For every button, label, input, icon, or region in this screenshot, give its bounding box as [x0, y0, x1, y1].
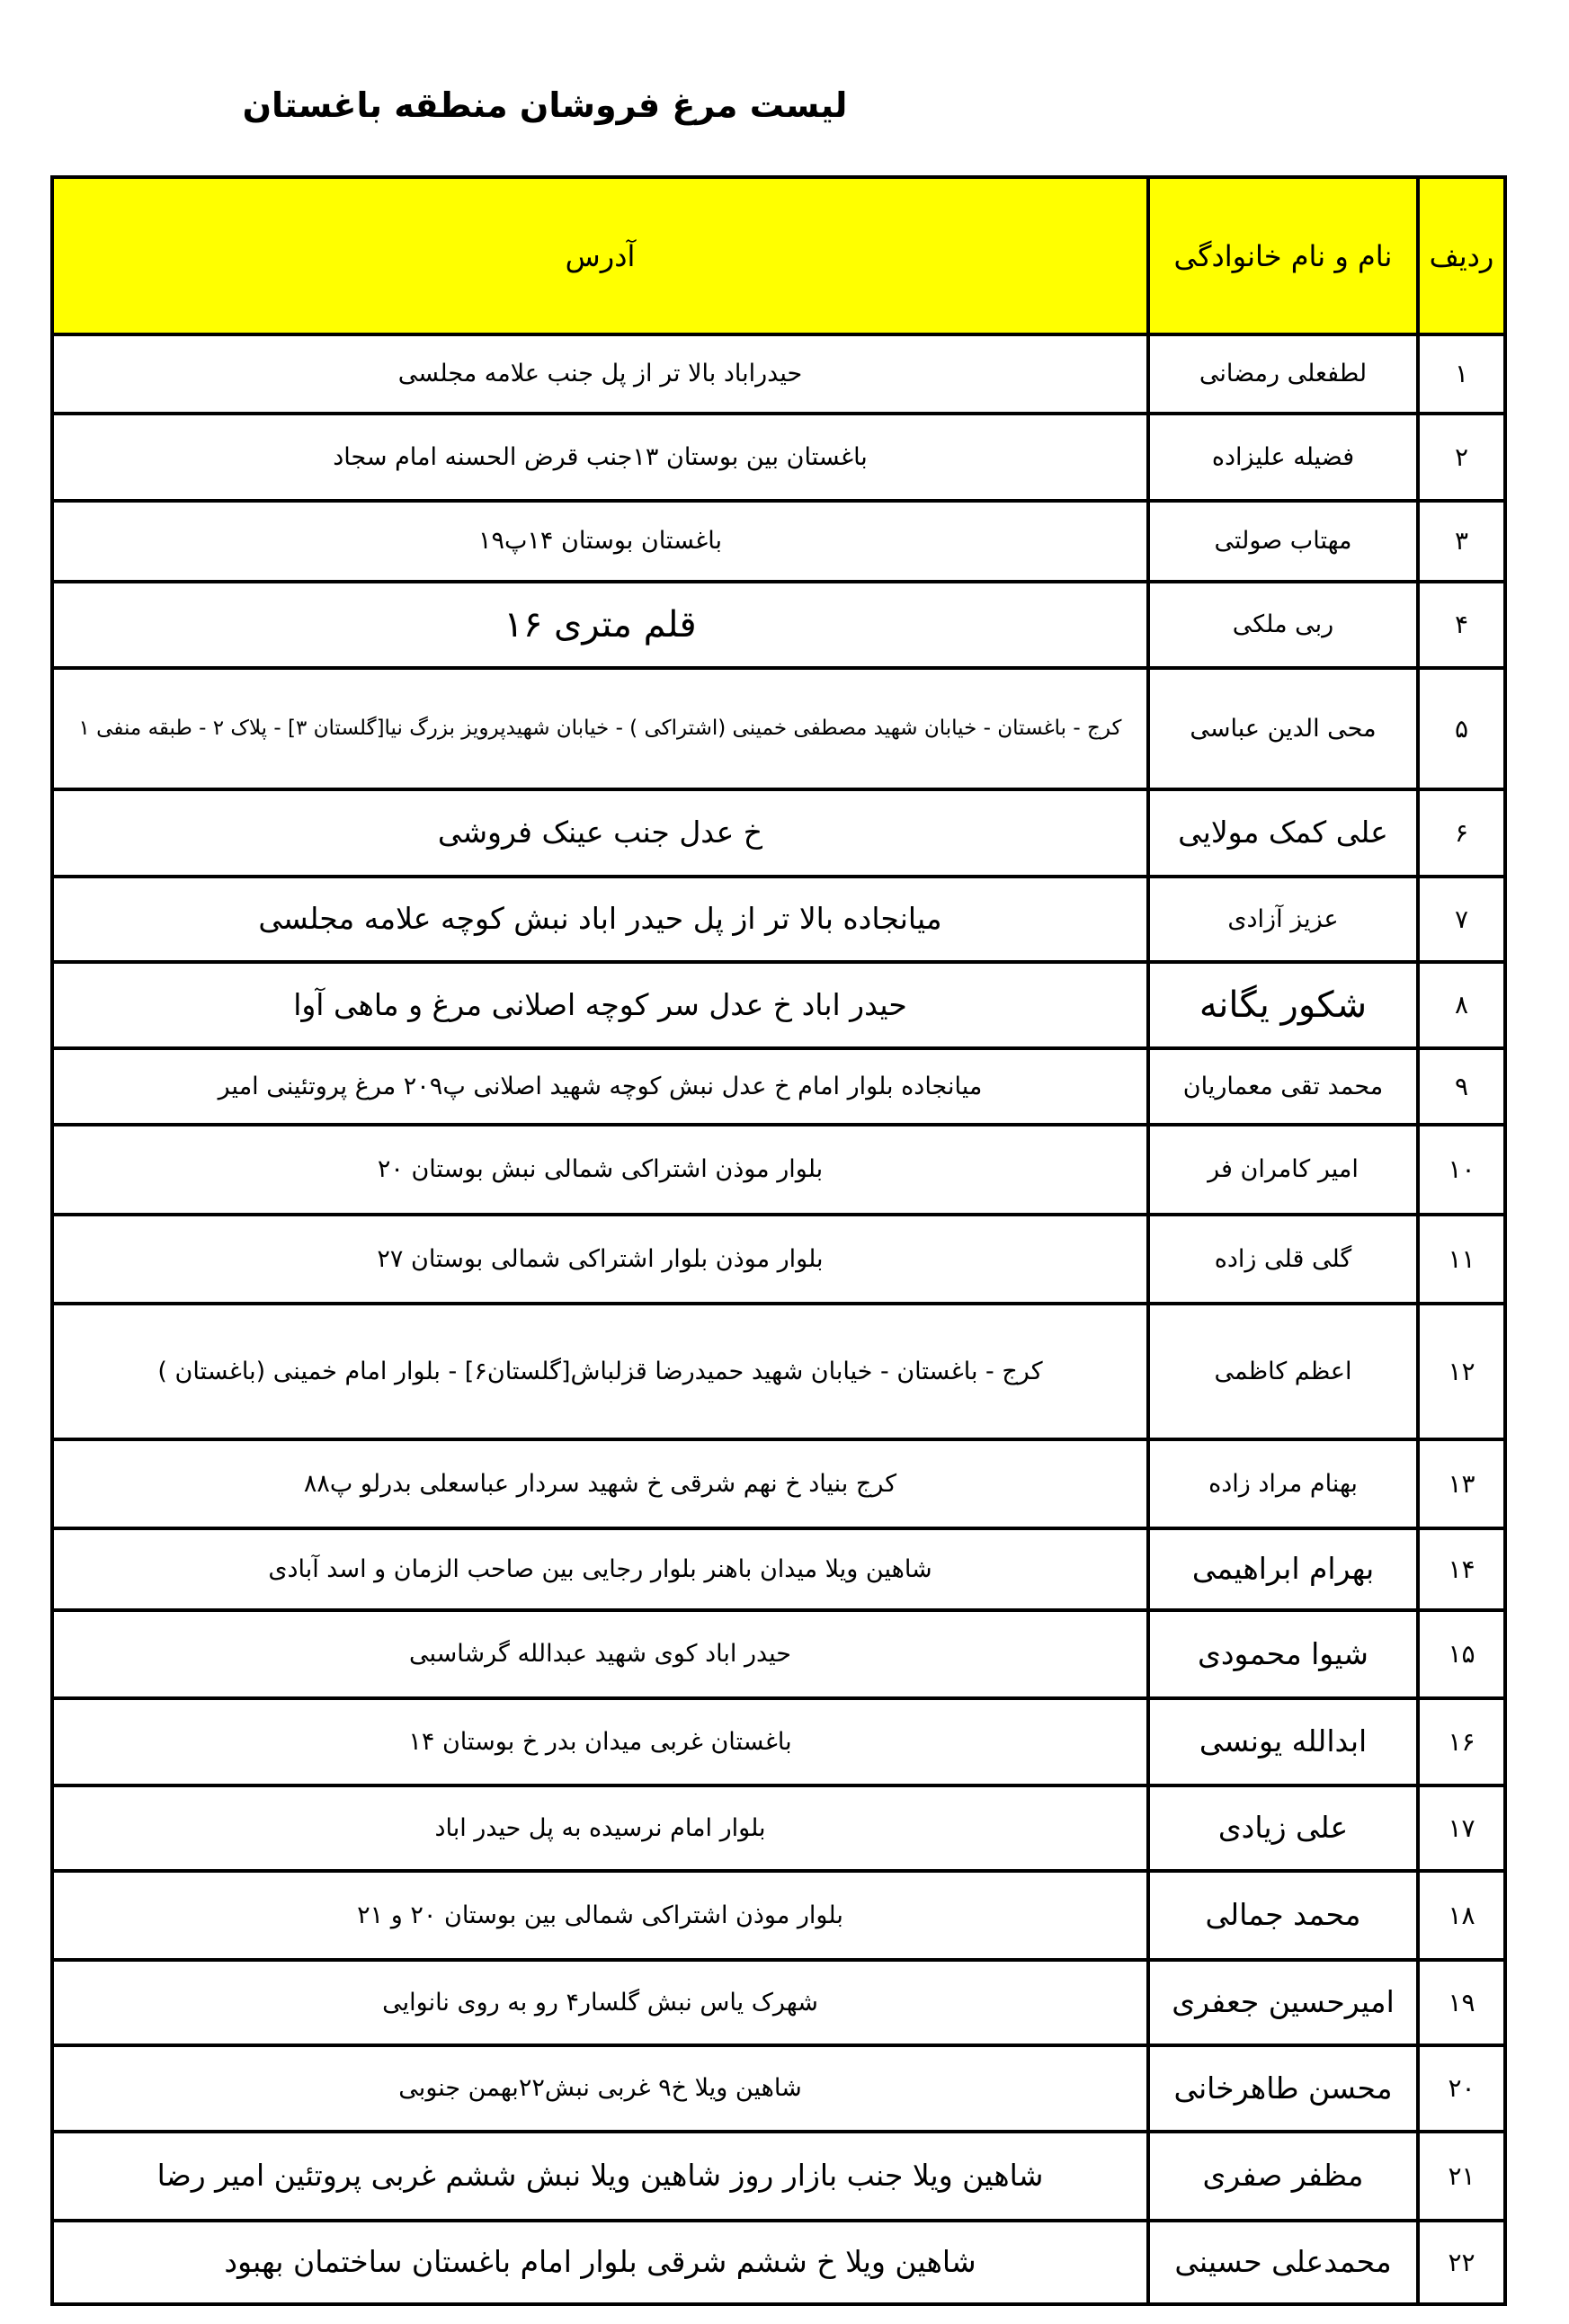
name-cell: محمدعلی حسینی	[1148, 2221, 1418, 2304]
name-cell: محسن طاهرخانی	[1148, 2045, 1418, 2132]
name-cell: گلی قلی زاده	[1148, 1215, 1418, 1304]
table-row	[52, 1215, 1505, 1304]
name-cell: محمد تقی معماریان	[1148, 1048, 1418, 1125]
name-cell: بهرام ابراهیمی	[1148, 1528, 1418, 1610]
address-cell: بلوار امام نرسیده به پل حیدر اباد	[52, 1785, 1148, 1871]
name-cell: لطفعلی رمضانی	[1148, 334, 1418, 414]
address-cell: بلوار موذن اشتراکی شمالی نبش بوستان ۲۰	[52, 1125, 1148, 1215]
table-body	[52, 334, 1505, 2304]
name-cell: ابدالله یونسی	[1148, 1698, 1418, 1785]
row-number-cell: ۱۰	[1418, 1125, 1505, 1215]
row-number-cell: ۱۸	[1418, 1871, 1505, 1960]
row-number-cell: ۱	[1418, 334, 1505, 414]
name-cell: علی زیادی	[1148, 1785, 1418, 1871]
sellers-table	[50, 175, 1507, 2306]
address-cell: میانجاده بالا تر از پل حیدر اباد نبش کوچه علامه مجلسی	[52, 877, 1148, 962]
header-row-number: ردیف	[1418, 177, 1505, 334]
row-number-cell: ۹	[1418, 1048, 1505, 1125]
address-cell: باغستان بوستان ۱۴پ۱۹	[52, 501, 1148, 582]
address-cell: شاهین ویلا خ ششم شرقی بلوار امام باغستان ساختمان بهبود	[52, 2221, 1148, 2304]
row-number-cell: ۱۱	[1418, 1215, 1505, 1304]
name-cell: امیرحسین جعفری	[1148, 1960, 1418, 2045]
name-cell: علی کمک مولایی	[1148, 789, 1418, 877]
address-cell: بلوار موذن بلوار اشتراکی شمالی بوستان ۲۷	[52, 1215, 1148, 1304]
table-row	[52, 789, 1505, 877]
table-row	[52, 501, 1505, 582]
table-row	[52, 2221, 1505, 2304]
row-number-cell: ۷	[1418, 877, 1505, 962]
address-cell: شاهین ویلا میدان باهنر بلوار رجایی بین صاحب الزمان و اسد آبادی	[52, 1528, 1148, 1610]
address-cell: بلوار موذن اشتراکی شمالی بین بوستان ۲۰ و ۲۱	[52, 1871, 1148, 1960]
header-name: نام و نام خانوادگی	[1148, 177, 1418, 334]
table-row	[52, 1610, 1505, 1698]
row-number-cell: ۶	[1418, 789, 1505, 877]
table-row	[52, 1960, 1505, 2045]
table-row	[52, 962, 1505, 1048]
name-cell: فضیله علیزاده	[1148, 414, 1418, 501]
name-cell: محی الدین عباسی	[1148, 668, 1418, 789]
page-title: لیست مرغ فروشان منطقه باغستان	[242, 85, 848, 126]
address-cell: شاهین ویلا جنب بازار روز شاهین ویلا نبش ششم غربی پروتئین امیر رضا	[52, 2132, 1148, 2221]
table-row	[52, 1698, 1505, 1785]
row-number-cell: ۲۲	[1418, 2221, 1505, 2304]
row-number-cell: ۴	[1418, 582, 1505, 668]
row-number-cell: ۱۷	[1418, 1785, 1505, 1871]
name-cell: مظفر صفری	[1148, 2132, 1418, 2221]
row-number-cell: ۱۲	[1418, 1304, 1505, 1439]
row-number-cell: ۱۳	[1418, 1439, 1505, 1528]
row-number-cell: ۲۰	[1418, 2045, 1505, 2132]
table-row	[52, 877, 1505, 962]
table-row	[52, 1528, 1505, 1610]
address-cell: کرج بنیاد خ نهم شرقی خ شهید سردار عباسعلی بدرلو پ۸۸	[52, 1439, 1148, 1528]
row-number-cell: ۲۱	[1418, 2132, 1505, 2221]
address-cell: خ عدل جنب عینک فروشی	[52, 789, 1148, 877]
address-cell: کرج - باغستان - خیابان شهید حمیدرضا قزلباش[گلستان۶] - بلوار امام خمینی (باغستان )	[52, 1304, 1148, 1439]
table-row	[52, 1871, 1505, 1960]
table-row	[52, 2132, 1505, 2221]
row-number-cell: ۱۹	[1418, 1960, 1505, 2045]
row-number-cell: ۱۵	[1418, 1610, 1505, 1698]
table-row	[52, 1785, 1505, 1871]
name-cell: شکور یگانه	[1148, 962, 1418, 1048]
table-row	[52, 414, 1505, 501]
table-row	[52, 668, 1505, 789]
row-number-cell: ۱۴	[1418, 1528, 1505, 1610]
address-cell: شهرک یاس نبش گلسار۴ رو به روی نانوایی	[52, 1960, 1148, 2045]
name-cell: ربی ملکی	[1148, 582, 1418, 668]
table-row	[52, 1048, 1505, 1125]
address-cell: قلم متری ۱۶	[52, 582, 1148, 668]
address-cell: میانجاده بلوار امام خ عدل نبش کوچه شهید اصلانی پ۲۰۹ مرغ پروتئینی امیر	[52, 1048, 1148, 1125]
name-cell: محمد جمالی	[1148, 1871, 1418, 1960]
row-number-cell: ۲	[1418, 414, 1505, 501]
table-row	[52, 2045, 1505, 2132]
row-number-cell: ۳	[1418, 501, 1505, 582]
address-cell: باغستان غربی میدان بدر خ بوستان ۱۴	[52, 1698, 1148, 1785]
header-address: آدرس	[52, 177, 1148, 334]
name-cell: شیوا محمودی	[1148, 1610, 1418, 1698]
name-cell: عزیز آزادی	[1148, 877, 1418, 962]
name-cell: بهنام مراد زاده	[1148, 1439, 1418, 1528]
name-cell: مهتاب صولتی	[1148, 501, 1418, 582]
table-row	[52, 582, 1505, 668]
table-header-row	[52, 177, 1505, 334]
address-cell: حیدراباد بالا تر از پل جنب علامه مجلسی	[52, 334, 1148, 414]
name-cell: امیر کامران فر	[1148, 1125, 1418, 1215]
address-cell: شاهین ویلا خ۹ غربی نبش۲۲بهمن جنوبی	[52, 2045, 1148, 2132]
address-cell: کرج - باغستان - خیابان شهید مصطفی خمینی (اشتراکی ) - خیابان شهیدپرویز بزرگ نیا[گلستان ۳] - پلاک ۲ - طبقه منفی ۱	[52, 668, 1148, 789]
table-row	[52, 334, 1505, 414]
address-cell: حیدر اباد خ عدل سر کوچه اصلانی مرغ و ماهی آوا	[52, 962, 1148, 1048]
address-cell: حیدر اباد کوی شهید عبدالله گرشاسبی	[52, 1610, 1148, 1698]
row-number-cell: ۱۶	[1418, 1698, 1505, 1785]
address-cell: باغستان بین بوستان ۱۳جنب قرض الحسنه امام سجاد	[52, 414, 1148, 501]
row-number-cell: ۸	[1418, 962, 1505, 1048]
row-number-cell: ۵	[1418, 668, 1505, 789]
table-row	[52, 1125, 1505, 1215]
table-row	[52, 1439, 1505, 1528]
table-row	[52, 1304, 1505, 1439]
name-cell: اعظم کاظمی	[1148, 1304, 1418, 1439]
